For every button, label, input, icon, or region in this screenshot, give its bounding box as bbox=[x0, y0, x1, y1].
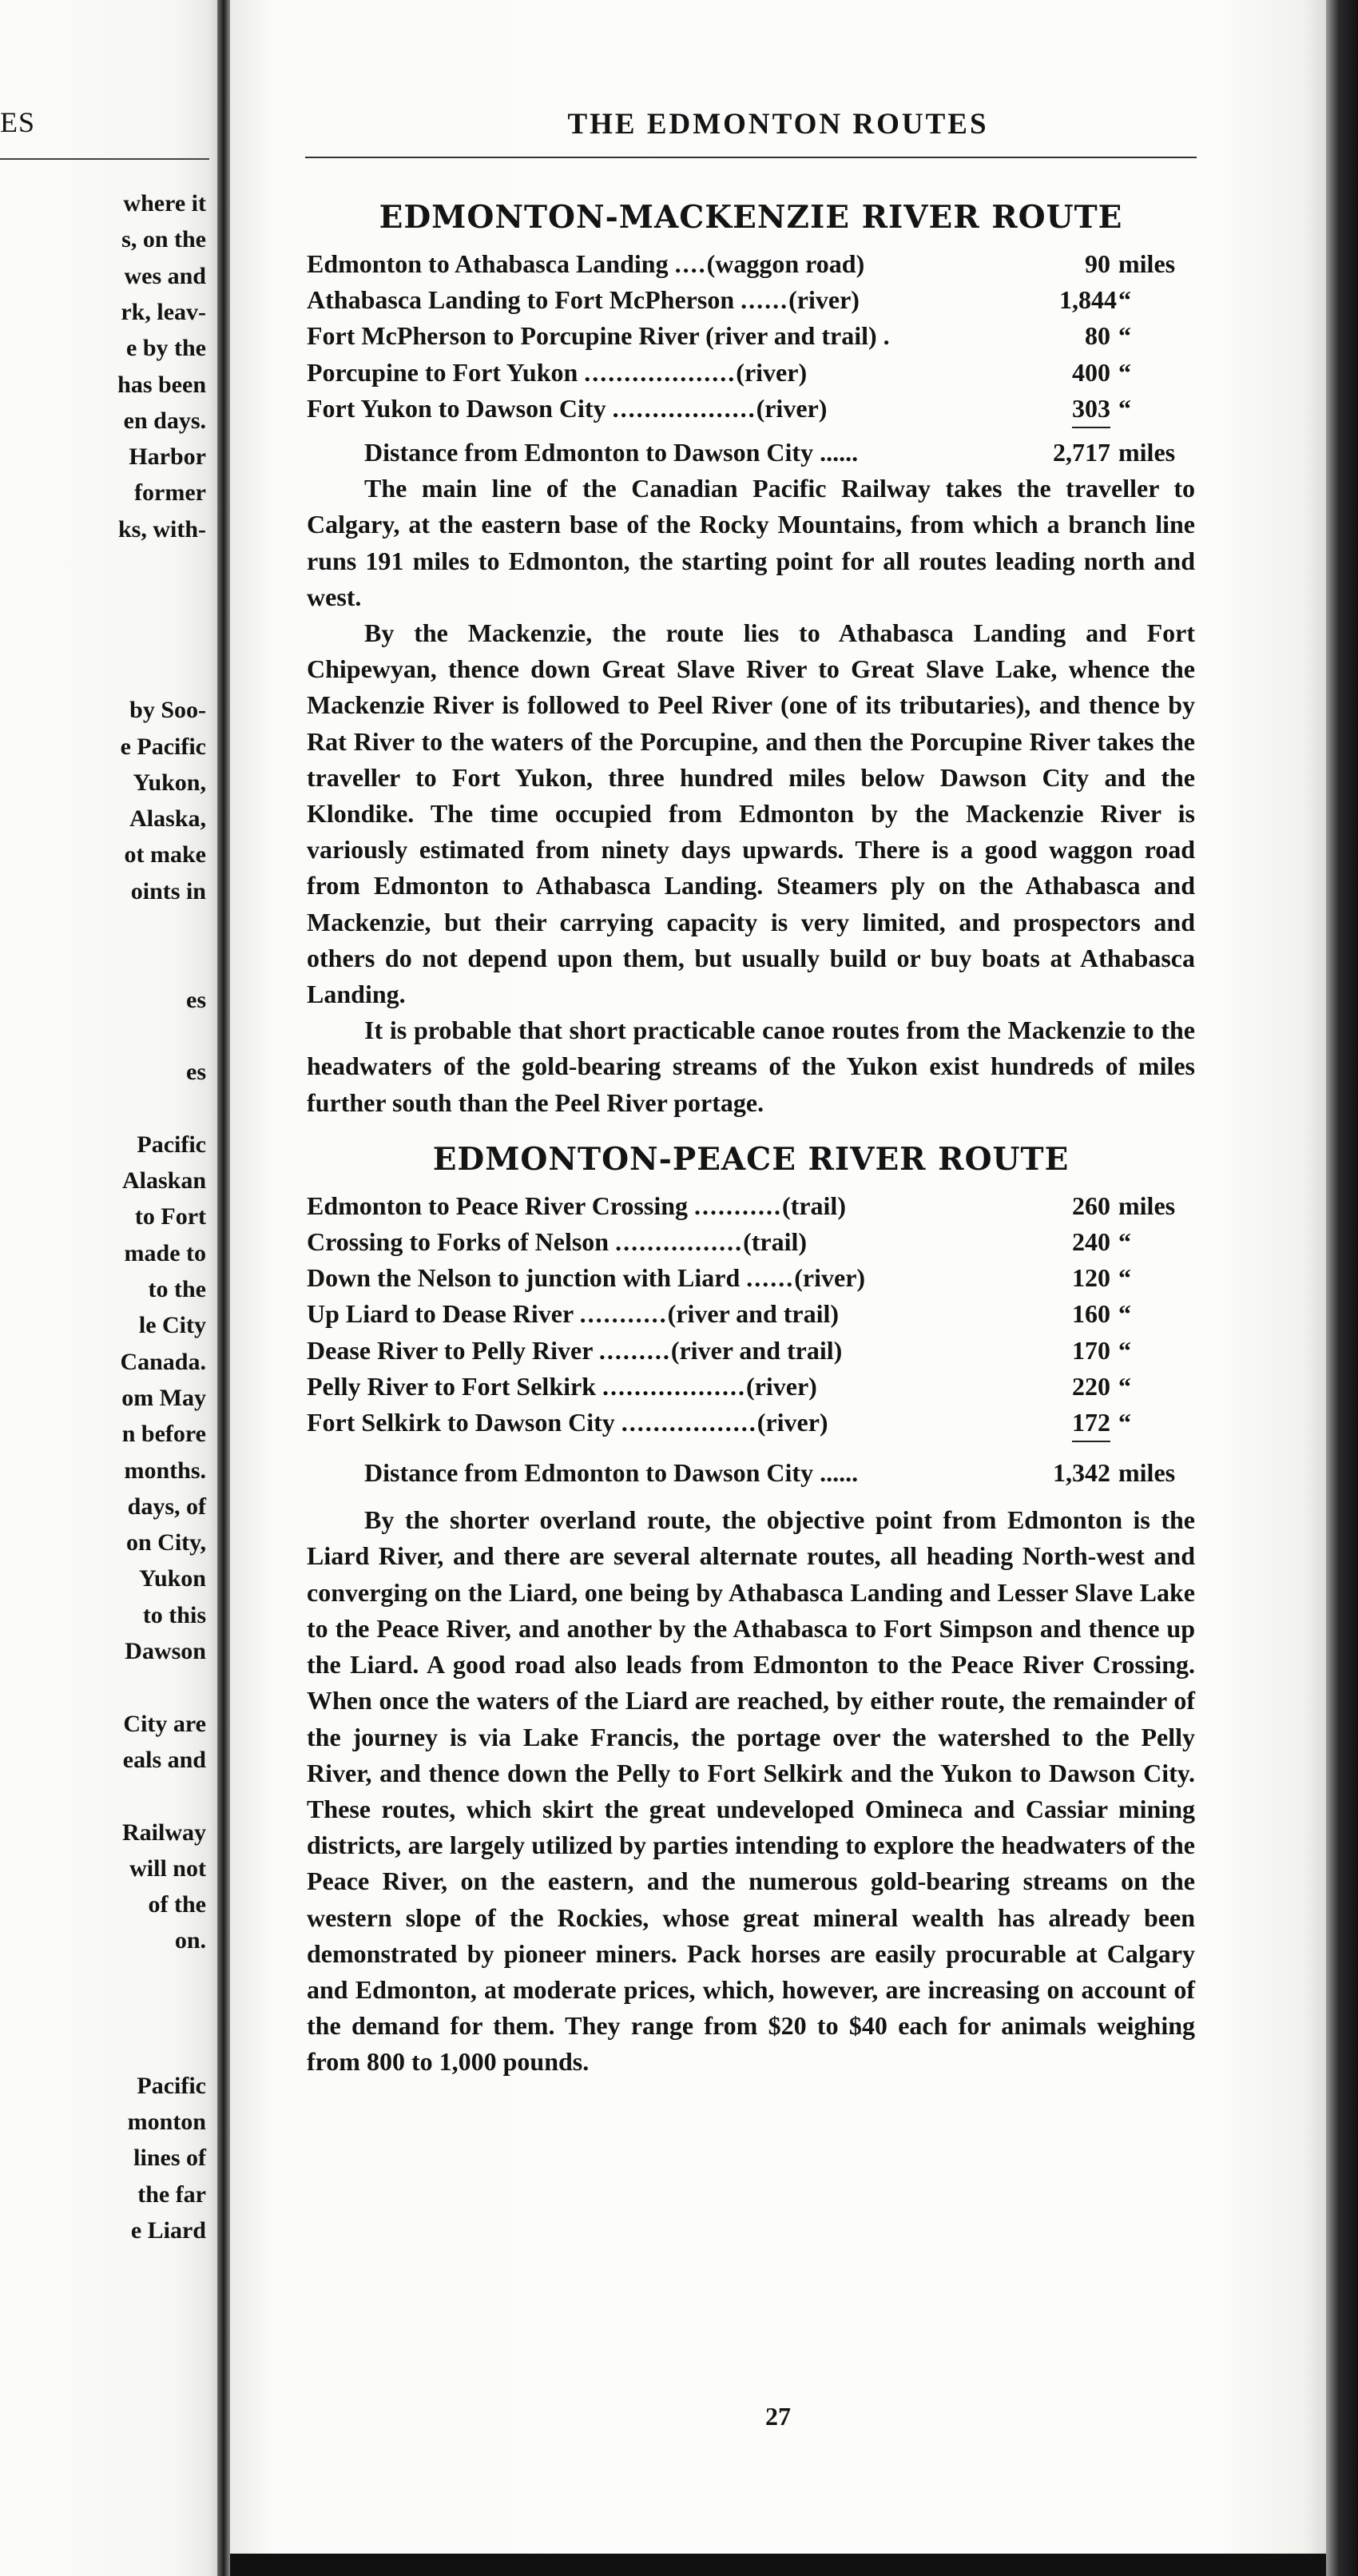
total-value: 2,717 bbox=[1053, 437, 1110, 467]
left-page-line-fragment: Harbor bbox=[129, 443, 206, 471]
paragraph: By the shorter overland route, the objective point from Edmonton is the Liard River, and there are several alternate routes, all heading North-west and converging on the Liard, one being by Athabasca Landing and Lesser Slave Lake to the Peace River, and another by the Athabasca to Fort Simpson and thence up the Liard. A good road also leads from Edmonton to the Peace River Crossing. When once the waters of the Liard are reached, by either route, the remainder of the journey is via Lake Francis, the portage over the watershed to the Pelly River, and thence down the Pelly to Fort Selkirk and the Yukon to Dawson City. These routes, which skirt the great undeveloped Omineca and Cassiar mining districts, are largely utilized by parties intending to explore the headwaters of the Peace River, on the eastern, and the numerous gold-bearing streams on the western slope of the Rockies, whose great mineral wealth has already been demonstrated by pioneer miners. Pack horses are easily procurable at Calgary and Edmonton, at moderate prices, which, however, are increasing on account of the demand for them. They range from $20 to $40 each for animals weighing from 800 to 1,000 pounds. bbox=[307, 1505, 1195, 2077]
route-segment: Porcupine to Fort Yukon bbox=[307, 357, 578, 387]
left-page-line-fragment: Yukon, bbox=[133, 769, 206, 796]
left-page-line-fragment: s, on the bbox=[121, 226, 206, 253]
route-table-peace-river bbox=[307, 1188, 1195, 1441]
distance-value: 1,844 bbox=[1059, 285, 1117, 315]
route-row bbox=[307, 246, 1195, 282]
route-row bbox=[307, 1188, 1195, 1224]
left-page-line-fragment: rk, leav- bbox=[121, 298, 206, 325]
route-segment: Down the Nelson to junction with Liard bbox=[307, 1263, 741, 1293]
route-mode: (river) bbox=[794, 1263, 866, 1293]
distance-value: 220 bbox=[1072, 1371, 1110, 1401]
distance-value: 260 bbox=[1072, 1191, 1110, 1220]
route-distance bbox=[1059, 1260, 1110, 1296]
route-distance bbox=[1059, 1405, 1110, 1442]
route-segment: Edmonton to Athabasca Landing bbox=[307, 249, 669, 278]
route-description bbox=[307, 1296, 1059, 1332]
left-page-line-fragment: en days. bbox=[123, 407, 206, 434]
distance-value: 303 bbox=[1072, 393, 1110, 428]
left-page-line-fragment: lines of bbox=[133, 2145, 206, 2172]
dot-leader: .................. bbox=[602, 1371, 746, 1401]
route-segment: Fort Selkirk to Dawson City bbox=[307, 1407, 615, 1437]
left-page-running-head: ES bbox=[0, 106, 36, 138]
route-row bbox=[307, 355, 1195, 391]
route-unit: “ bbox=[1118, 1299, 1131, 1329]
dot-leader: . bbox=[883, 321, 891, 351]
running-head-rule bbox=[305, 157, 1197, 158]
route-unit: “ bbox=[1118, 321, 1131, 351]
left-page-line-fragment: es bbox=[186, 986, 206, 1013]
paragraph: It is probable that short practicable canoe routes from the Mackenzie to the headwaters of the gold-bearing streams of the Yukon exist hundreds of miles further south than the Peel River portage. bbox=[307, 1016, 1195, 1117]
route-segment: Up Liard to Dease River bbox=[307, 1299, 574, 1329]
distance-value: 90 bbox=[1085, 249, 1110, 278]
dot-leader: .... bbox=[674, 249, 707, 278]
left-page-line-fragment: where it bbox=[123, 190, 206, 217]
route-distance bbox=[1059, 1333, 1110, 1369]
route-unit: “ bbox=[1118, 1263, 1131, 1293]
left-page-line-fragment: to Fort bbox=[134, 1203, 206, 1230]
left-page-line-fragment: will not bbox=[129, 1854, 206, 1882]
route-description bbox=[307, 246, 1059, 282]
route-unit: “ bbox=[1118, 1407, 1131, 1437]
page-edge-shadow bbox=[1326, 0, 1358, 2576]
route-row bbox=[307, 1260, 1195, 1296]
route-mode: (river) bbox=[746, 1371, 817, 1401]
route-description bbox=[307, 1369, 1059, 1405]
left-page-line-fragment: n before bbox=[121, 1421, 206, 1448]
section-title-peace-river: EDMONTON-PEACE RIVER ROUTE bbox=[432, 1140, 1070, 1178]
route-segment: Dease River to Pelly River bbox=[307, 1335, 593, 1365]
left-page-line-fragment: on. bbox=[174, 1927, 206, 1954]
route-unit: miles bbox=[1118, 1191, 1176, 1220]
left-page-line-fragment: wes and bbox=[124, 262, 206, 289]
left-page-line-fragment: es bbox=[186, 1059, 206, 1086]
left-page-line-fragment: by Soo- bbox=[129, 697, 206, 724]
route-description bbox=[307, 391, 1059, 427]
route-unit: “ bbox=[1118, 285, 1131, 315]
left-page-line-fragment: eals and bbox=[122, 1746, 206, 1773]
distance-value: 120 bbox=[1072, 1263, 1110, 1293]
page-content bbox=[307, 185, 1195, 2081]
route-unit: “ bbox=[1118, 357, 1131, 387]
dot-leader: ................ bbox=[615, 1226, 744, 1256]
dot-leader: .................. bbox=[612, 393, 756, 423]
dot-leader: ........... bbox=[579, 1299, 668, 1329]
paragraph: By the Mackenzie, the route lies to Athabasca Landing and Fort Chipewyan, thence down Great Slave River to Great Slave Lake, whence the Mackenzie River is followed to Peel River (one of its tributaries), and thence by Rat River to the waters of the Porcupine, and then the Porcupine River takes the traveller to Fort Yukon, three hundred miles below Dawson City and the Klondike. The time occupied from Edmonton by the Mackenzie River is variously estimated from ninety days upwards. There is a good waggon road from Edmonton to Athabasca Landing. Steamers ply on the Athabasca and Mackenzie, but their carrying capacity is very limited, and prospectors and others do not depend upon them, but usually build or buy boats at Athabasca Landing. bbox=[307, 618, 1195, 1008]
route-distance bbox=[1059, 1188, 1110, 1224]
total-unit: miles bbox=[1118, 1458, 1176, 1488]
route-distance bbox=[1059, 282, 1117, 318]
route-row bbox=[307, 282, 1195, 318]
total-value: 1,342 bbox=[1053, 1458, 1110, 1488]
left-page-line-fragment: to this bbox=[142, 1601, 206, 1628]
route-mode: (waggon road) bbox=[706, 249, 865, 278]
page-number: 27 bbox=[765, 2402, 791, 2431]
left-page-line-fragment: the far bbox=[137, 2180, 206, 2208]
distance-value: 80 bbox=[1085, 321, 1110, 351]
left-page-line-fragment: monton bbox=[127, 2108, 206, 2135]
main-page bbox=[230, 0, 1326, 2554]
left-page-line-fragment: has been bbox=[117, 371, 206, 398]
route-description bbox=[307, 282, 1059, 318]
left-page-line-fragment: former bbox=[134, 479, 206, 507]
left-page-line-fragment: Alaskan bbox=[121, 1167, 206, 1195]
route-unit: miles bbox=[1118, 249, 1176, 278]
route-description bbox=[307, 1188, 1059, 1224]
paragraph: The main line of the Canadian Pacific Railway takes the traveller to Calgary, at the eastern base of the Rocky Mountains, from which a branch line runs 191 miles to Edmonton, the starting point for all routes leading north and west. bbox=[307, 474, 1195, 611]
route-unit: “ bbox=[1118, 393, 1131, 423]
dot-leader: ........... bbox=[694, 1191, 783, 1220]
distance-value: 170 bbox=[1072, 1335, 1110, 1365]
distance-value: 240 bbox=[1072, 1226, 1110, 1256]
left-page-line-fragment: of the bbox=[148, 1891, 206, 1918]
left-page-line-fragment: ot make bbox=[124, 841, 206, 869]
route-row bbox=[307, 318, 1195, 354]
left-facing-page bbox=[0, 0, 217, 2576]
route-mode: (river and trail) bbox=[667, 1299, 840, 1329]
route-distance bbox=[1059, 318, 1110, 354]
route-unit: “ bbox=[1118, 1226, 1131, 1256]
route-description bbox=[307, 355, 1059, 391]
route-distance bbox=[1059, 246, 1110, 282]
route-mode: (river) bbox=[756, 393, 828, 423]
left-page-line-fragment: Canada. bbox=[120, 1348, 206, 1375]
left-page-line-fragment: ks, with- bbox=[117, 515, 206, 543]
dot-leader: ................... bbox=[584, 357, 737, 387]
route-mode: (river) bbox=[756, 1407, 828, 1437]
total-distance-row bbox=[307, 1455, 1195, 1491]
left-page-line-fragment: Dawson bbox=[125, 1638, 206, 1664]
route-mode: (river) bbox=[736, 357, 808, 387]
left-page-line-fragment: made to bbox=[124, 1239, 206, 1266]
route-mode: (trail) bbox=[782, 1191, 846, 1220]
route-row bbox=[307, 1224, 1195, 1260]
route-unit: “ bbox=[1118, 1335, 1131, 1365]
dot-leader: ......... bbox=[598, 1335, 671, 1365]
route-distance bbox=[1059, 391, 1110, 428]
total-label: Distance from Edmonton to Dawson City ...... bbox=[364, 437, 859, 467]
left-page-line-fragment: om May bbox=[121, 1384, 206, 1411]
dot-leader: ...... bbox=[746, 1263, 795, 1293]
route-segment: Fort Yukon to Dawson City bbox=[307, 393, 606, 423]
route-row bbox=[307, 1369, 1195, 1405]
dot-leader: ...... bbox=[741, 285, 789, 315]
route-description bbox=[307, 1405, 1059, 1441]
left-page-line-fragment: City are bbox=[123, 1710, 206, 1737]
total-unit: miles bbox=[1118, 437, 1176, 467]
route-unit: “ bbox=[1118, 1371, 1131, 1401]
left-page-line-fragment: le City bbox=[138, 1312, 206, 1339]
route-distance bbox=[1059, 1224, 1110, 1260]
left-page-line-fragment: Pacific bbox=[137, 1131, 206, 1158]
distance-value: 172 bbox=[1072, 1407, 1110, 1442]
left-page-line-fragment: Railway bbox=[122, 1819, 206, 1846]
route-description bbox=[307, 1333, 1059, 1369]
route-segment: Athabasca Landing to Fort McPherson bbox=[307, 285, 735, 315]
route-segment: Fort McPherson to Porcupine River (river and trail) bbox=[307, 321, 877, 351]
distance-value: 400 bbox=[1072, 357, 1110, 387]
route-segment: Pelly River to Fort Selkirk bbox=[307, 1371, 596, 1401]
route-mode: (trail) bbox=[743, 1226, 808, 1256]
left-page-line-fragment: Pacific bbox=[137, 2072, 206, 2099]
left-page-line-fragment: oints in bbox=[130, 877, 206, 904]
total-distance-row bbox=[307, 435, 1195, 471]
left-page-line-fragment: e by the bbox=[126, 335, 206, 362]
left-page-line-fragment: Yukon bbox=[139, 1565, 206, 1592]
route-distance bbox=[1059, 355, 1110, 391]
route-description bbox=[307, 318, 1059, 354]
route-row bbox=[307, 1296, 1195, 1332]
route-description bbox=[307, 1224, 1059, 1260]
left-page-line-fragment: e Pacific bbox=[120, 733, 206, 760]
book-gutter bbox=[217, 0, 230, 2576]
route-table-mackenzie bbox=[307, 246, 1195, 427]
route-row bbox=[307, 391, 1195, 427]
left-page-line-fragment: Alaska, bbox=[129, 805, 206, 833]
section-title-mackenzie: EDMONTON-MACKENZIE RIVER ROUTE bbox=[379, 199, 1123, 236]
total-label: Distance from Edmonton to Dawson City ...... bbox=[364, 1458, 859, 1488]
left-page-line-fragment: on City, bbox=[125, 1529, 206, 1556]
route-description bbox=[307, 1260, 1059, 1296]
running-head: THE EDMONTON ROUTES bbox=[567, 108, 989, 141]
route-distance bbox=[1059, 1369, 1110, 1405]
left-page-line-fragment: e Liard bbox=[130, 2216, 206, 2244]
dot-leader: ................. bbox=[621, 1407, 757, 1437]
left-page-line-fragment: to the bbox=[148, 1276, 206, 1302]
route-mode: (river) bbox=[788, 285, 860, 315]
route-segment: Edmonton to Peace River Crossing bbox=[307, 1191, 689, 1220]
distance-value: 160 bbox=[1072, 1299, 1110, 1329]
route-row bbox=[307, 1405, 1195, 1441]
left-page-line-fragment: days, of bbox=[127, 1493, 206, 1520]
route-mode: (river and trail) bbox=[670, 1335, 843, 1365]
route-segment: Crossing to Forks of Nelson bbox=[307, 1226, 610, 1256]
left-page-head-rule bbox=[0, 158, 209, 160]
left-page-line-fragment: months. bbox=[124, 1457, 206, 1484]
route-row bbox=[307, 1333, 1195, 1369]
route-distance bbox=[1059, 1296, 1110, 1332]
